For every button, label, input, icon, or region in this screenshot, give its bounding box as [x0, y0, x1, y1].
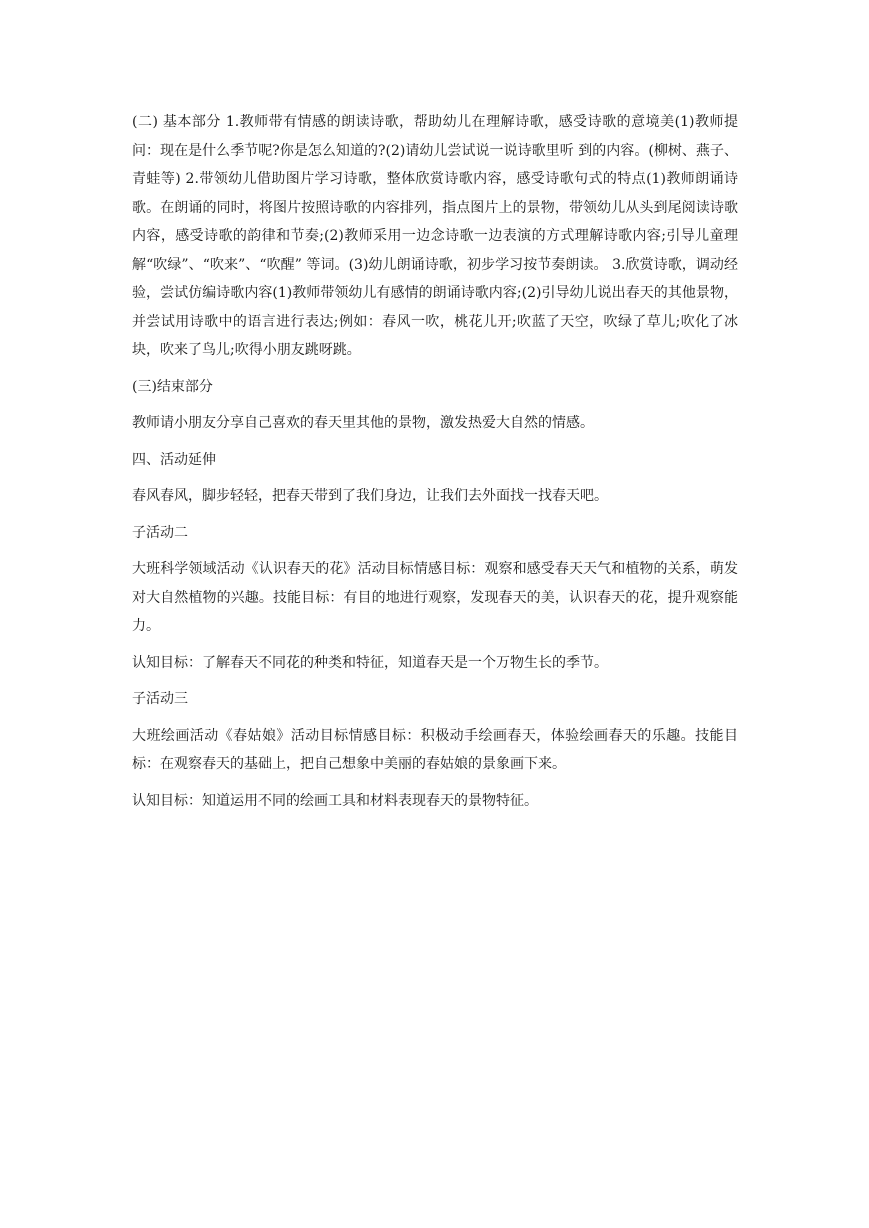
heading-closing-part: (三)结束部分 [132, 378, 213, 395]
paragraph-closing-part: 教师请小朋友分享自己喜欢的春天里其他的景物，激发热爱大自然的情感。 [132, 415, 594, 431]
paragraph-sub-activity-2-goals: 大班科学领域活动《认识春天的花》活动目标情感目标：观察和感受春天天气和植物的关系，萌发对大自然植物的兴趣。技能目标：有目的地进行观察，发现春天的美，认识春天的花，提升观察能力。 [132, 561, 738, 634]
heading-sub-activity-3: 子活动三 [132, 691, 188, 707]
paragraph-activity-extension: 春风春风，脚步轻轻，把春天带到了我们身边，让我们去外面找一找春天吧。 [132, 488, 608, 504]
heading-activity-extension: 四、活动延伸 [132, 451, 216, 468]
paragraph-basic-part: (二) 基本部分 1.教师带有情感的朗读诗歌，帮助幼儿在理解诗歌，感受诗歌的意境美(1)教师提问：现在是什么季节呢?你是怎么知道的?(2)请幼儿尝试说一说诗歌里听 到的内容。(柳树、燕子、青蛙等) 2.带领幼儿借助图片学习诗歌，整体欣赏诗歌内容，感受诗歌句式的特点(1)教师朗诵诗歌。在朗诵的同时，将图片按照诗歌的内容排列，指点图片上的景物，带领幼儿从头到尾阅读诗歌内容，感受诗歌的韵律和节奏;(2)教师采用一边念诗歌一边表演的方式理解诗歌内容;引导儿童理解“吹绿”、“吹来”、“吹醒” 等词。(3)幼儿朗诵诗歌，初步学习按节奏朗读。 3.欣赏诗歌，调动经验，尝试仿编诗歌内容(1)教师带领幼儿有感情的朗诵诗歌内容;(2)引导幼儿说出春天的其他景物，并尝试用诗歌中的语言进行表达;例如：春风一吹，桃花儿开;吹蓝了天空，吹绿了草儿;吹化了冰块，吹来了鸟儿;吹得小朋友跳呀跳。 [132, 114, 738, 358]
heading-sub-activity-2: 子活动二 [132, 524, 188, 541]
paragraph-sub-activity-3-goals: 大班绘画活动《春姑娘》活动目标情感目标：积极动手绘画春天，体验绘画春天的乐趣。技能目标：在观察春天的基础上，把自己想象中美丽的春姑娘的景象画下来。 [132, 727, 738, 772]
document-body [132, 108, 738, 815]
paragraph-sub-activity-2-cognitive: 认知目标：了解春天不同花的种类和特征，知道春天是一个万物生长的季节。 [132, 654, 608, 671]
paragraph-sub-activity-3-cognitive: 认知目标：知道运用不同的绘画工具和材料表现春天的景物特征。 [132, 792, 538, 809]
